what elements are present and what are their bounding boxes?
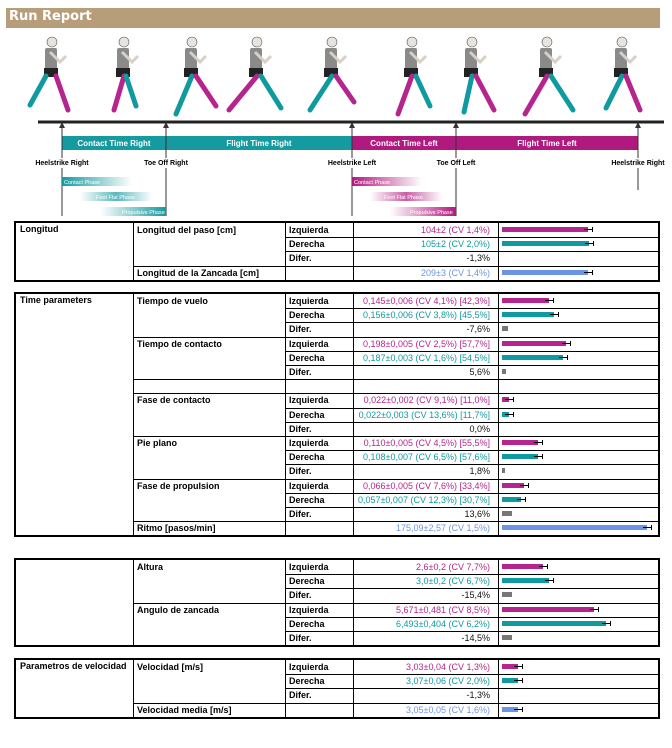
error-bar (590, 609, 598, 610)
side-label: Derecha (289, 409, 325, 420)
side-label: Derecha (289, 239, 325, 250)
error-cap (610, 621, 611, 626)
runner-figure (464, 37, 494, 112)
metrics-section (14, 292, 660, 537)
value-bar (502, 440, 538, 445)
metric-value: 13,6% (464, 509, 490, 519)
column-divider (285, 294, 286, 535)
side-label: Derecha (289, 676, 325, 687)
error-bar (514, 680, 522, 681)
subphase-left-contact: Contact Phase (354, 180, 391, 186)
metric-label: Pie plano (137, 438, 178, 448)
error-cap (593, 241, 594, 246)
metric-value: -15,4% (461, 590, 490, 601)
runner-figure (176, 37, 216, 114)
error-bar (585, 243, 593, 244)
side-label: Derecha (289, 310, 325, 321)
side-label: Difer. (289, 253, 312, 264)
value-bar (502, 298, 549, 303)
runner-figure (114, 37, 138, 110)
phase-label-flight-right: Flight Time Right (226, 139, 292, 148)
metric-value: 2,6±0,2 (CV 7,7%) (416, 562, 490, 572)
metric-value: 0,187±0,003 (CV 1,6%) [54,5%] (362, 352, 490, 363)
metric-label: Longitud de la Zancada [cm] (137, 267, 260, 278)
metric-value: 6,493±0,404 (CV 6,2%) (396, 618, 490, 629)
metric-value: 0,0% (469, 423, 490, 434)
metric-label: Tiempo de vuelo (137, 296, 208, 306)
runner-figure (525, 37, 573, 114)
runner-figure (606, 37, 640, 110)
error-cap (651, 525, 652, 530)
side-label: Izquierda (289, 225, 329, 235)
metric-value: 5,6% (469, 367, 490, 377)
side-label: Difer. (289, 509, 312, 519)
error-bar (559, 357, 567, 358)
error-cap (542, 454, 543, 459)
error-cap (528, 483, 529, 488)
runner-figure (30, 37, 68, 110)
side-label: Izquierda (289, 395, 329, 406)
side-label: Derecha (289, 352, 325, 363)
error-cap (553, 298, 554, 303)
metric-label: Tiempo de contacto (137, 338, 222, 349)
metric-value: 0,108±0,007 (CV 6,5%) [57,6%] (362, 452, 490, 463)
runner-figures (30, 37, 640, 114)
column-divider (133, 660, 134, 717)
value-bar (502, 621, 606, 626)
metric-label: Velocidad media [m/s] (137, 704, 232, 715)
error-bar (562, 343, 570, 344)
error-cap (513, 412, 514, 417)
metrics-section (14, 558, 660, 647)
event-heelstrike-right: Heelstrike Right (35, 160, 89, 167)
metric-label: Velocidad [m/s] (137, 662, 204, 672)
metrics-section (14, 221, 660, 282)
metric-value: 0,057±0,007 (CV 12,3%) [30,7%] (357, 494, 490, 505)
error-bar (545, 300, 553, 301)
value-bar (502, 270, 588, 275)
metric-label: Longitud del paso [cm] (137, 225, 236, 235)
side-label: Derecha (289, 494, 325, 505)
metric-value: 0,066±0,005 (CV 7,6%) [33,4%] (362, 480, 490, 491)
metric-label: Fase de propulsion (137, 480, 220, 491)
metric-value: 105±2 (CV 2,0%) (421, 239, 490, 250)
error-bar (517, 499, 525, 500)
subphase-right-propulsive: Propulsive Phase (122, 210, 165, 216)
error-cap (522, 664, 523, 669)
column-divider (353, 294, 354, 535)
side-label: Difer. (289, 633, 312, 643)
error-bar (520, 485, 528, 486)
side-label: Derecha (289, 576, 325, 587)
group-divider (133, 379, 660, 380)
side-label: Difer. (289, 423, 312, 434)
phase-label-flight-left: Flight Time Left (517, 139, 577, 148)
metric-value: 3,03±0,04 (CV 1,3%) (406, 662, 490, 672)
runner-figure (229, 37, 281, 110)
error-bar (550, 314, 558, 315)
column-divider (133, 223, 134, 280)
side-label: Izquierda (289, 662, 329, 672)
metric-value: 209±3 (CV 1,4%) (421, 267, 490, 278)
metrics-section (14, 658, 660, 719)
error-cap (567, 355, 568, 360)
metric-value: 0,198±0,005 (CV 2,5%) [57,7%] (362, 338, 490, 349)
event-heelstrike-right-end: Heelstrike Right (611, 160, 665, 167)
value-bar (502, 326, 508, 331)
side-label: Difer. (289, 367, 312, 377)
metric-value: 175,09±2,57 (CV 1,5%) (396, 523, 490, 534)
value-bar (502, 511, 512, 516)
metric-value: 0,145±0,006 (CV 4,1%) [42,3%] (362, 296, 490, 306)
side-label: Derecha (289, 618, 325, 629)
error-bar (545, 580, 553, 581)
event-toe-off-right: Toe Off Right (144, 160, 188, 167)
error-cap (525, 497, 526, 502)
subphase-right-footflat: Foot Flat Phase (96, 195, 135, 201)
error-cap (592, 270, 593, 275)
subphase-left-propulsive: Propulsive Phase (410, 210, 453, 216)
side-label: Izquierda (289, 338, 329, 349)
error-cap (542, 440, 543, 445)
value-bar (502, 525, 647, 530)
metric-value: 0,110±0,005 (CV 4,5%) [55,5%] (363, 438, 490, 448)
event-heelstrike-left: Heelstrike Left (327, 160, 377, 167)
metric-value: 3,07±0,06 (CV 2,0%) (406, 676, 490, 687)
error-cap (547, 564, 548, 569)
metric-value: 3,05±0,05 (CV 1,6%) (406, 704, 490, 715)
error-cap (592, 227, 593, 232)
metric-value: 0,156±0,006 (CV 3,8%) [45,5%] (362, 310, 490, 321)
metric-value: 0,022±0,003 (CV 13,6%) [11,7%] (358, 409, 490, 420)
error-bar (602, 623, 610, 624)
metric-label: Angulo de zancada (137, 604, 220, 615)
value-bar (502, 454, 538, 459)
runner-figure (398, 37, 430, 114)
error-cap (522, 678, 523, 683)
error-bar (514, 709, 522, 710)
metric-value: 0,022±0,002 (CV 9,1%) [11,0%] (363, 395, 490, 406)
value-bar (502, 355, 563, 360)
side-label: Izquierda (289, 604, 329, 615)
value-bar (502, 227, 588, 232)
error-bar (505, 399, 513, 400)
error-cap (598, 607, 599, 612)
phase-label-contact-right: Contact Time Right (77, 139, 151, 148)
error-cap (513, 397, 514, 402)
side-label: Izquierda (289, 296, 329, 306)
error-bar (534, 456, 542, 457)
column-divider (133, 294, 134, 535)
error-bar (505, 414, 513, 415)
metric-value: -1,3% (466, 253, 490, 264)
phase-label-contact-left: Contact Time Left (370, 139, 438, 148)
gait-cycle-diagram (0, 0, 672, 220)
value-bar (502, 312, 554, 317)
metric-value: -14,5% (461, 633, 490, 643)
value-bar (502, 635, 512, 640)
runner-figure (310, 37, 354, 110)
metric-value: 1,8% (469, 466, 490, 477)
metric-value: 5,671±0,481 (CV 8,5%) (396, 604, 490, 615)
side-label: Difer. (289, 466, 312, 477)
value-bar (502, 468, 505, 473)
report-title: Run Report (9, 9, 92, 24)
metric-value: 104±2 (CV 1,4%) (421, 225, 490, 235)
error-bar (514, 666, 522, 667)
error-cap (570, 341, 571, 346)
error-bar (584, 229, 592, 230)
side-label: Difer. (289, 324, 312, 335)
column-divider (498, 294, 499, 535)
value-bar (502, 592, 512, 597)
metric-value: -1,3% (466, 690, 490, 701)
value-bar (502, 607, 594, 612)
metric-value: -7,6% (466, 324, 490, 335)
value-bar (502, 341, 566, 346)
side-label: Izquierda (289, 480, 329, 491)
section-name: Time parameters (20, 295, 92, 305)
value-bar (502, 564, 543, 569)
error-bar (534, 442, 542, 443)
side-label: Derecha (289, 452, 325, 463)
error-cap (553, 578, 554, 583)
subphase-left-footflat: Foot Flat Phase (384, 195, 423, 201)
section-name: Longitud (20, 224, 59, 234)
value-bar (502, 369, 506, 374)
error-bar (584, 272, 592, 273)
metric-value: 3,0±0,2 (CV 6,7%) (416, 576, 490, 587)
side-label: Difer. (289, 590, 312, 601)
metric-label: Altura (137, 562, 164, 572)
metric-label: Fase de contacto (137, 395, 211, 406)
side-label: Izquierda (289, 562, 329, 572)
error-bar (643, 527, 651, 528)
subphase-right-contact: Contact Phase (64, 180, 101, 186)
side-label: Difer. (289, 690, 312, 701)
value-bar (502, 578, 549, 583)
section-name: Parametros de velocidad (20, 661, 127, 671)
error-cap (522, 707, 523, 712)
metric-label: Ritmo [pasos/min] (137, 523, 216, 534)
error-bar (539, 566, 547, 567)
value-bar (502, 241, 589, 246)
error-cap (558, 312, 559, 317)
event-toe-off-left: Toe Off Left (436, 160, 476, 167)
side-label: Izquierda (289, 438, 329, 448)
